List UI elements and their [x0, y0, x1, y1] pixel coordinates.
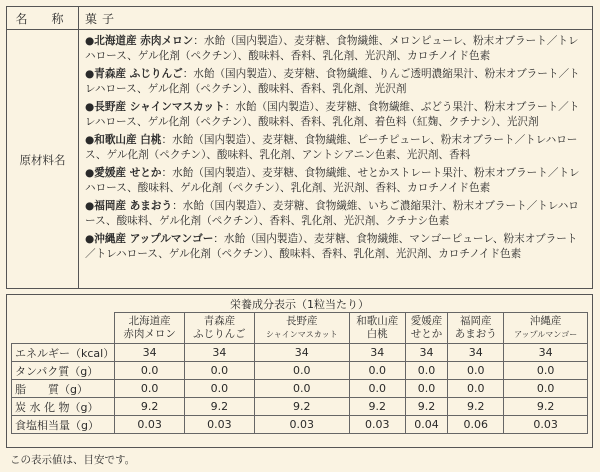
table-cell: 0.0	[185, 380, 255, 398]
table-cell: 0.0	[254, 380, 349, 398]
table-cell: 34	[115, 344, 185, 362]
table-cell: 0.0	[115, 362, 185, 380]
row-label: タンパク質（g）	[12, 362, 115, 380]
column-region: 愛媛産	[410, 315, 443, 327]
ingredient-item	[85, 232, 584, 262]
column-header	[254, 313, 349, 344]
column-variety: 白桃	[366, 328, 388, 340]
table-cell: 34	[448, 344, 504, 362]
ingredient-text: ：水飴（国内製造）、麦芽糖、食物繊維、ピーチピューレ、粉末オブラート／トレハロース、ゲル化剤（ペクチン）、酸味料、乳化剤、アントシアニン色素、光沢剤、香料	[85, 134, 578, 161]
table-cell: 0.03	[185, 416, 255, 434]
ingredient-item	[85, 166, 584, 196]
table-cell: 0.0	[185, 362, 255, 380]
column-variety: せとか	[410, 328, 443, 340]
ingredients-label: 原材料名	[7, 30, 79, 289]
table-cell: 0.0	[349, 362, 405, 380]
ingredient-item	[85, 67, 584, 97]
table-cell: 9.2	[185, 398, 255, 416]
table-cell: 34	[349, 344, 405, 362]
table-cell: 0.0	[405, 380, 447, 398]
ingredient-text: ：水飴（国内製造）、麦芽糖、食物繊維、せとかストレート果汁、粉末オブラート／トレハロース、酸味料、ゲル化剤（ペクチン）、乳化剤、光沢剤、香料、カロチノイド色素	[85, 167, 580, 194]
table-cell: 0.03	[115, 416, 185, 434]
table-cell: 9.2	[504, 398, 588, 416]
column-variety: あまおう	[454, 328, 497, 340]
column-header	[504, 313, 588, 344]
ingredient-text: ：水飴（国内製造）、麦芽糖、食物繊維、メロンピューレ、粉末オブラート／トレハロース、ゲル化剤（ペクチン）、酸味料、香料、乳化剤、光沢剤、カロチノイド色素	[85, 35, 579, 62]
nutrition-table	[11, 312, 588, 434]
row-label: 炭 水 化 物（g）	[12, 398, 115, 416]
table-cell: 0.03	[254, 416, 349, 434]
ingredient-title: ●北海道産 赤肉メロン	[85, 35, 194, 47]
row-label: 食塩相当量（g）	[12, 416, 115, 434]
table-cell: 0.0	[349, 380, 405, 398]
ingredient-text: ：水飴（国内製造）、麦芽糖、食物繊維、りんご透明濃縮果汁、粉末オブラート／トレハロース、ゲル化剤（ペクチン）、酸味料、香料、乳化剤、光沢剤	[85, 68, 580, 95]
table-cell: 0.0	[405, 362, 447, 380]
table-row	[12, 416, 588, 434]
column-region: 長野産	[286, 315, 318, 327]
table-cell: 9.2	[349, 398, 405, 416]
column-region: 青森産	[203, 315, 236, 327]
table-cell: 9.2	[448, 398, 504, 416]
table-cell: 0.06	[448, 416, 504, 434]
ingredients-list	[79, 30, 592, 289]
product-name-label: 名 称	[7, 7, 79, 29]
header-corner	[12, 313, 115, 344]
table-cell: 9.2	[115, 398, 185, 416]
ingredient-item	[85, 133, 584, 163]
ingredient-title: ●和歌山産 白桃	[85, 134, 162, 146]
table-cell: 0.03	[349, 416, 405, 434]
ingredient-title: ●長野産 シャインマスカット	[85, 101, 225, 113]
column-header	[448, 313, 504, 344]
table-row	[12, 398, 588, 416]
ingredient-item	[85, 100, 584, 130]
nutrition-box	[6, 294, 593, 448]
column-header	[185, 313, 255, 344]
nutrition-header-row	[12, 313, 588, 344]
column-variety: 赤肉メロン	[123, 328, 176, 340]
column-region: 北海道産	[128, 315, 171, 327]
product-label-box	[6, 6, 593, 289]
table-row	[12, 344, 588, 362]
product-name-row	[7, 7, 592, 30]
ingredient-text: ：水飴（国内製造）、麦芽糖、食物繊維、マンゴーピューレ、粉末オブラート／トレハロース、ゲル化剤（ペクチン）、酸味料、香料、乳化剤、光沢剤、カロチノイド色素	[85, 233, 578, 260]
column-region: 沖縄産	[529, 315, 562, 327]
nutrition-title: 栄養成分表示（1粒当たり）	[230, 298, 369, 311]
table-row	[12, 380, 588, 398]
table-cell: 0.0	[115, 380, 185, 398]
row-label: 脂 質（g）	[12, 380, 115, 398]
ingredient-title: ●青森産 ふじりんご	[85, 68, 183, 80]
table-cell: 0.04	[405, 416, 447, 434]
table-cell: 34	[504, 344, 588, 362]
table-cell: 34	[405, 344, 447, 362]
table-cell: 0.0	[504, 380, 588, 398]
column-variety: ふじりんご	[193, 328, 246, 340]
ingredient-item	[85, 199, 584, 229]
column-header	[405, 313, 447, 344]
table-cell: 34	[185, 344, 255, 362]
table-row	[12, 362, 588, 380]
ingredients-row	[7, 30, 592, 289]
column-region: 和歌山産	[356, 315, 399, 327]
table-cell: 9.2	[254, 398, 349, 416]
table-cell: 0.03	[504, 416, 588, 434]
column-region: 福岡産	[460, 315, 492, 327]
column-variety: アップルマンゴー	[514, 330, 578, 339]
column-header	[115, 313, 185, 344]
ingredient-title: ●愛媛産 せとか	[85, 167, 162, 179]
column-variety: シャインマスカット	[265, 330, 338, 339]
nutrition-note: この表示値は、目安です。	[10, 454, 136, 466]
table-cell: 0.0	[504, 362, 588, 380]
ingredient-text: ：水飴（国内製造）、麦芽糖、食物繊維、ぶどう果汁、粉末オブラート／トレハロース、ゲル化剤（ペクチン）、酸味料、香料、乳化剤、着色料（紅麹、クチナシ）、光沢剤	[85, 101, 580, 128]
ingredient-text: ：水飴（国内製造）、麦芽糖、食物繊維、いちご濃縮果汁、粉末オブラート／トレハロース、酸味料、ゲル化剤（ペクチン）、香料、乳化剤、光沢剤、クチナシ色素	[85, 200, 579, 227]
table-cell: 9.2	[405, 398, 447, 416]
table-cell: 0.0	[448, 362, 504, 380]
ingredient-title: ●沖縄産 アップルマンゴー	[85, 233, 214, 245]
table-cell: 34	[254, 344, 349, 362]
column-header	[349, 313, 405, 344]
table-cell: 0.0	[254, 362, 349, 380]
row-label: エネルギー（kcal）	[12, 344, 115, 362]
ingredient-item	[85, 34, 584, 64]
table-cell: 0.0	[448, 380, 504, 398]
product-name-value: 菓子	[85, 11, 120, 26]
ingredient-title: ●福岡産 あまおう	[85, 200, 173, 212]
